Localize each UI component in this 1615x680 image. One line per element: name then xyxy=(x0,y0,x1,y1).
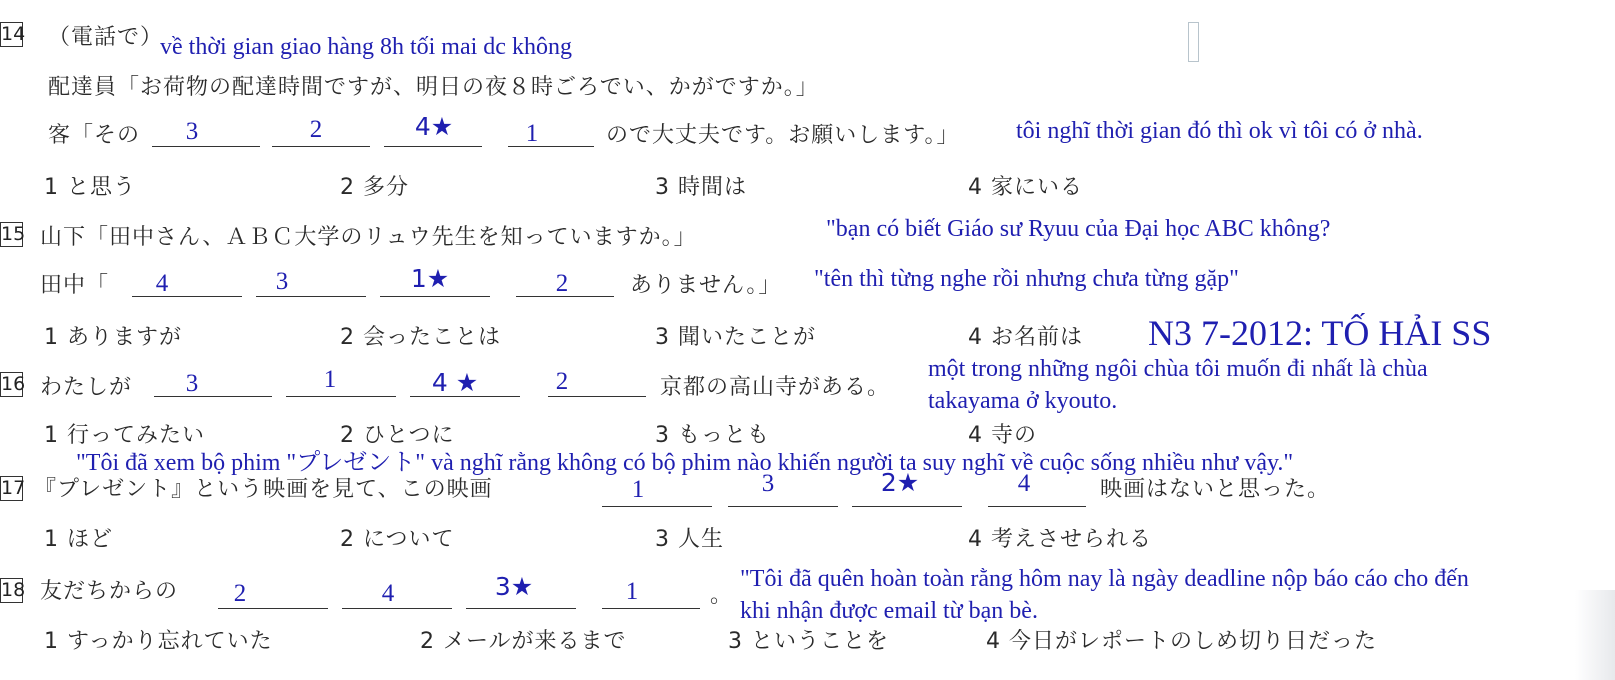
question-prefix: 友だちからの xyxy=(40,579,179,604)
answer-mark: 3 xyxy=(275,268,289,295)
page-title: N3 7-2012: TỐ HẢI SS xyxy=(1148,313,1492,353)
option-3: 3 ということを xyxy=(728,629,889,654)
question-number: 15 xyxy=(1,223,26,245)
answer-mark: 3 xyxy=(761,470,775,497)
question-intro: （電話で） xyxy=(48,25,164,50)
translation-note: takayama ở kyouto. xyxy=(928,388,1118,414)
text-cursor xyxy=(1188,22,1199,62)
option-1: 1 ほど xyxy=(44,527,113,552)
question-suffix: 映画はないと思った。 xyxy=(1100,477,1331,502)
option-4: 4 考えさせられる xyxy=(968,527,1152,552)
answer-mark: 4★ xyxy=(414,112,454,141)
option-2: 2 について xyxy=(340,527,455,552)
option-1: 1 すっかり忘れていた xyxy=(44,629,273,654)
translation-note: về thời gian giao hàng 8h tối mai dc không xyxy=(160,34,572,60)
option-4: 4 家にいる xyxy=(968,175,1083,200)
translation-note: khi nhận được email từ bạn bè. xyxy=(740,598,1038,624)
question-number: 16 xyxy=(1,373,26,395)
question-suffix: 。 xyxy=(710,583,734,608)
option-3: 3 もっとも xyxy=(655,423,770,448)
answer-mark: 4 xyxy=(1017,470,1031,497)
answer-mark: 1 xyxy=(323,366,337,393)
translation-note: "Tôi đã quên hoàn toàn rằng hôm nay là ngày deadline nộp báo cáo cho đến xyxy=(740,566,1469,592)
answer-mark: 2 xyxy=(555,270,569,297)
option-2: 2 多分 xyxy=(340,175,409,200)
answer-mark: 2 xyxy=(555,368,569,395)
answer-mark: 4 ★ xyxy=(431,368,479,397)
dialogue-suffix: ありません。」 xyxy=(630,273,782,298)
option-1: 1 と思う xyxy=(44,175,136,200)
option-1: 1 行ってみたい xyxy=(44,423,205,448)
answer-mark: 2★ xyxy=(880,468,920,497)
answer-mark: 3★ xyxy=(494,572,534,601)
question-number: 17 xyxy=(1,477,26,499)
question-number: 14 xyxy=(1,23,26,45)
dialogue-line: 山下「田中さん、ＡＢＣ大学のリュウ先生を知っていますか。」 xyxy=(40,225,697,250)
dialogue-prefix: 田中「 xyxy=(40,273,110,298)
option-2: 2 会ったことは xyxy=(340,325,501,350)
answer-mark: 1 xyxy=(631,476,645,503)
option-3: 3 時間は xyxy=(655,175,747,200)
option-4: 4 お名前は xyxy=(968,325,1083,350)
answer-mark: 1 xyxy=(525,120,539,147)
answer-mark: 3 xyxy=(185,370,199,397)
option-2: 2 メールが来るまで xyxy=(420,629,627,654)
dialogue-line: 配達員「お荷物の配達時間ですが、明日の夜８時ごろでい、かがですか。」 xyxy=(48,75,819,100)
translation-note: một trong những ngôi chùa tôi muốn đi nhất là chùa xyxy=(928,356,1428,382)
option-3: 3 聞いたことが xyxy=(655,325,816,350)
option-2: 2 ひとつに xyxy=(340,423,455,448)
answer-mark: 2 xyxy=(233,580,247,607)
answer-mark: 1★ xyxy=(410,264,450,293)
translation-note: tôi nghĩ thời gian đó thì ok vì tôi có ở nhà. xyxy=(1016,118,1423,144)
page-edge-shadow xyxy=(1575,590,1615,680)
translation-note: "tên thì từng nghe rồi nhưng chưa từng gặp" xyxy=(814,266,1239,292)
answer-mark: 3 xyxy=(185,118,199,145)
translation-note: "bạn có biết Giáo sư Ryuu của Đại học ABC không? xyxy=(826,216,1331,242)
answer-mark: 4 xyxy=(155,270,169,297)
question-suffix: 京都の高山寺がある。 xyxy=(660,375,891,400)
option-4: 4 今日がレポートのしめ切り日だった xyxy=(986,629,1377,654)
translation-note: "Tôi đã xem bộ phim "プレゼント" và nghĩ rằng không có bộ phim nào khiến người ta suy nghĩ về cuộc sống nhiều như vậy." xyxy=(76,450,1294,476)
dialogue-suffix: ので大丈夫です。お願いします。」 xyxy=(606,123,960,148)
dialogue-prefix: 客「その xyxy=(48,123,141,148)
question-prefix: わたしが xyxy=(40,375,133,400)
option-4: 4 寺の xyxy=(968,423,1037,448)
answer-mark: 4 xyxy=(381,580,395,607)
option-1: 1 ありますが xyxy=(44,325,182,350)
answer-mark: 2 xyxy=(309,116,323,143)
question-number: 18 xyxy=(1,579,26,601)
option-3: 3 人生 xyxy=(655,527,724,552)
question-prefix: 『プレゼント』という映画を見て、この映画 xyxy=(34,477,493,502)
answer-mark: 1 xyxy=(625,578,639,605)
